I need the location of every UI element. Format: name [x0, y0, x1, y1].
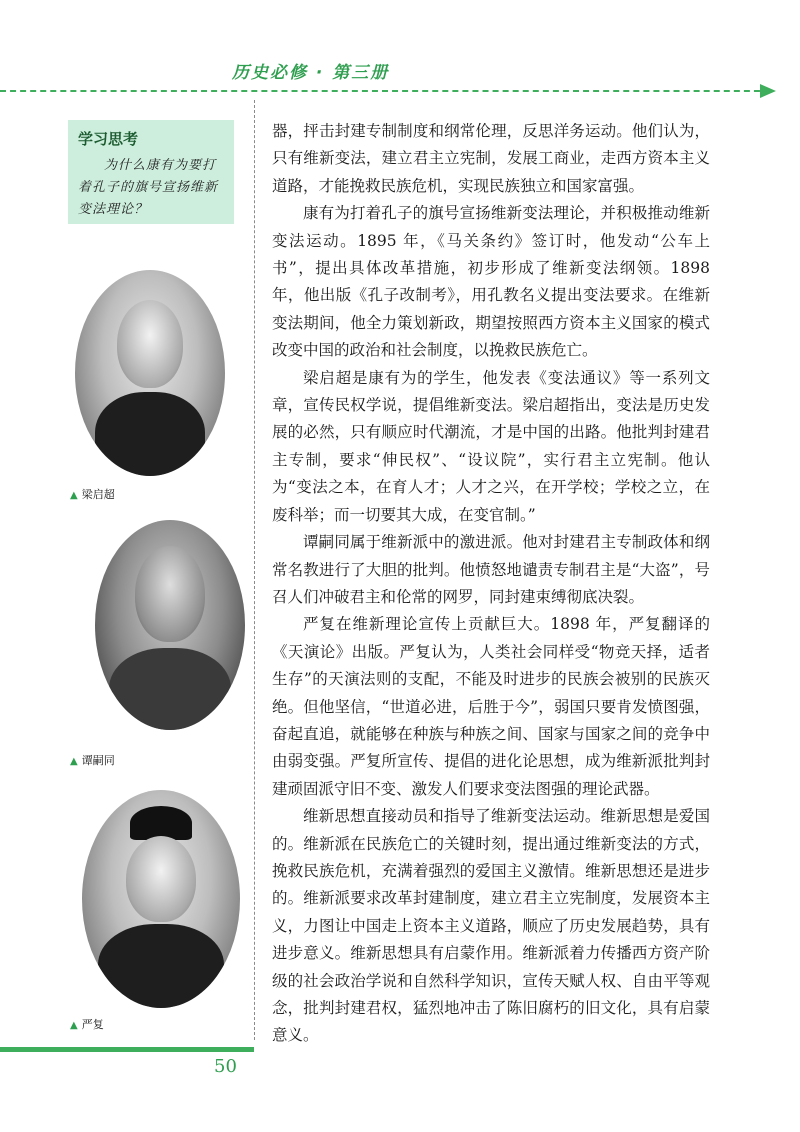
- caption-tan-sitong: ▲ 谭嗣同: [70, 754, 115, 767]
- main-text-column: [272, 118, 710, 1050]
- study-box-title: 学习思考: [78, 130, 139, 148]
- study-box-question: 为什么康有为要打着孔子的旗号宣扬维新变法理论？: [78, 158, 219, 217]
- portrait-yan-fu-icon: [82, 790, 240, 1008]
- paragraph: 严复在维新理论宣传上贡献巨大。1898 年，严复翻译的《天演论》出版。严复认为，人类社会同样受“物竞天择，适者生存”的天演法则的支配，不能及时进步的民族会被别的民族灭绝。但他坚信，“世道必进，后胜于今”，弱国只要肯发愤图强，奋起直追，就能够在种族与种族之间、国家与国家之间的竞争中由弱变强。严复所宣传、提倡的进化论思想，成为维新派批判封建顽固派守旧不变、激发人们要求变法图强的理论武器。: [272, 615, 710, 798]
- column-divider: [254, 100, 255, 1040]
- caption-liang-qichao: ▲ 梁启超: [70, 488, 115, 501]
- paragraph: 康有为打着孔子的旗号宣扬维新变法理论，并积极推动维新变法运动。1895 年，《马关条约》签订时，他发动“公车上书”，提出具体改革措施，初步形成了维新变法纲领。1898 年，他出版《孔子改制考》，用孔教名义提出变法要求。在维新变法期间，他全力策划新政，期望按照西方资本主义国家的模式改变中国的政治和社会制度，以挽救民族危亡。: [272, 204, 710, 360]
- header-dashed-line: [0, 90, 770, 92]
- paragraph: 谭嗣同属于维新派中的激进派。他对封建君主专制政体和纲常名教进行了大胆的批判。他愤怒地谴责专制君主是“大盗”，号召人们冲破君主和伦常的网罗，同封建束缚彻底决裂。: [272, 533, 710, 606]
- triangle-marker-icon: ▲: [70, 756, 78, 767]
- study-think-box: [68, 120, 234, 224]
- header-arrow-icon: [760, 84, 776, 98]
- portrait-liang-qichao-icon: [75, 270, 225, 476]
- triangle-marker-icon: ▲: [70, 490, 78, 501]
- portrait-tan-sitong-icon: [95, 520, 245, 730]
- caption-yan-fu: ▲ 严复: [70, 1018, 104, 1031]
- book-title: 历史必修 · 第三册: [232, 63, 390, 83]
- paragraph: 梁启超是康有为的学生，他发表《变法通议》等一系列文章，宣传民权学说，提倡维新变法。梁启超指出，变法是历史发展的必然，只有顺应时代潮流，才是中国的出路。他批判封建君主专制，要求“伸民权”、“设议院”，实行君主立宪制。他认为“变法之本，在育人才；人才之兴，在开学校；学校之立，在废科举；而一切要其大成，在变官制。”: [272, 368, 710, 524]
- paragraph: 器，抨击封建专制制度和纲常伦理，反思洋务运动。他们认为，只有维新变法，建立君主立宪制，发展工商业，走西方资本主义道路，才能挽救民族危机，实现民族独立和国家富强。: [272, 122, 710, 195]
- paragraph: 维新思想直接动员和指导了维新变法运动。维新思想是爱国的。维新派在民族危亡的关键时刻，提出通过维新变法的方式，挽救民族危机，充满着强烈的爱国主义激情。维新思想还是进步的。维新派要求改革封建制度，建立君主立宪制度，发展资本主义，力图让中国走上资本主义道路，顺应了历史发展趋势，具有进步意义。维新思想具有启蒙作用。维新派着力传播西方资产阶级的社会政治学说和自然科学知识，宣传天赋人权、自由平等观念，批判封建君权，猛烈地冲击了陈旧腐朽的旧文化，具有启蒙意义。: [272, 807, 710, 1045]
- page-number: 50: [214, 1056, 237, 1077]
- footer-bar: [0, 1047, 254, 1052]
- triangle-marker-icon: ▲: [70, 1020, 78, 1031]
